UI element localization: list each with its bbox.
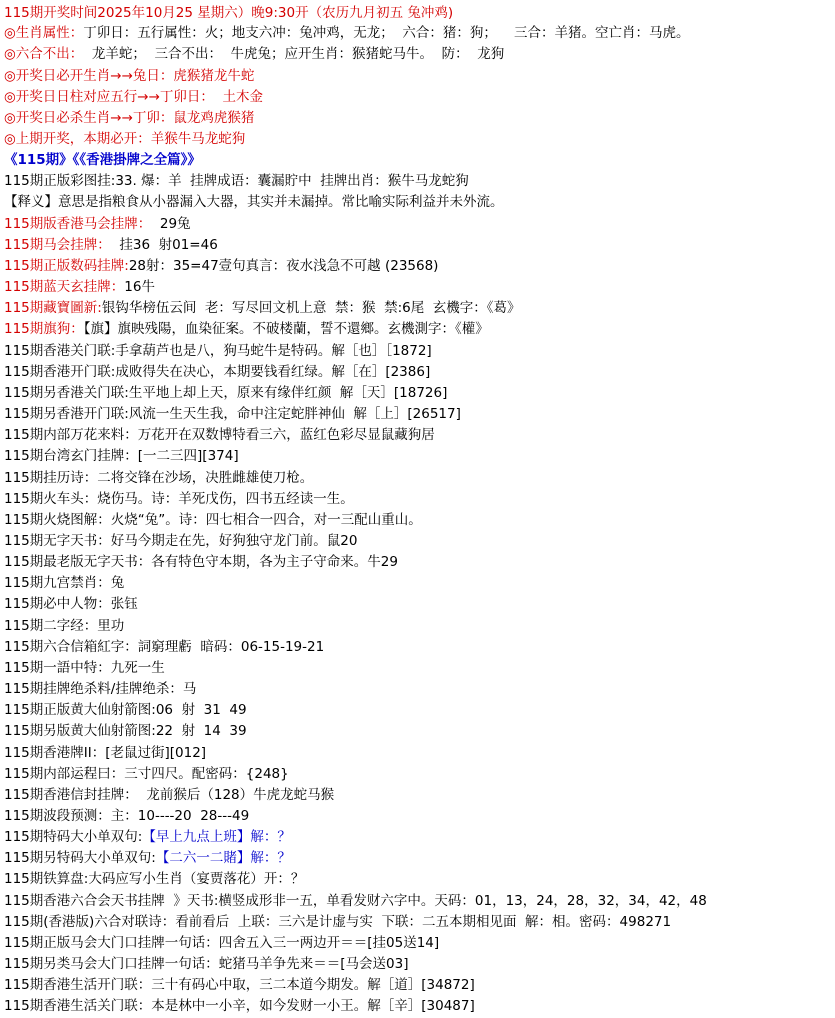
line-xianggangban-liuhe-duilianshi-seg-0: 115期(香港版)六合对联诗：看前看后 上联：三六是计虚与实 下联：二五本期相见面 解：相。密码：498271 <box>4 913 672 930</box>
line-shiyi <box>0 192 835 213</box>
line-kaijiang-bisha <box>0 108 835 129</box>
line-mahui-guapai-seg-1: 挂36 射01=46 <box>110 236 218 253</box>
line-xianggang-guanmenlian-seg-0: 115期香港关门联:手拿葫芦也是八，狗马蛇牛是特码。解［也］［1872] <box>4 342 432 359</box>
line-xianggang-xinfeng-guapai-seg-0: 115期香港信封挂牌： 龙前猴后（128）牛虎龙蛇马猴 <box>4 786 335 803</box>
line-kaijiang-zhu-wuxing <box>0 87 835 108</box>
line-xianggang-pai-11 <box>0 743 835 764</box>
line-lingban-huangdaxian-shejiantu-seg-0: 115期另版黄大仙射箭图:22 射 14 39 <box>4 723 247 740</box>
line-temaxiao-danshuangju-seg-0: 115期特码大小单双句: <box>4 829 143 846</box>
line-title-115qi-seg-0: 《115期》《《香港掛牌之全篇》》 <box>4 152 201 169</box>
line-boduan-yuce <box>0 806 835 827</box>
line-shengxiao-attributes-seg-0: ◎生肖属性： <box>4 25 84 42</box>
line-kaijiang-zhu-wuxing-seg-0: ◎开奖日日柱对应五行→→丁卯日： 土木金 <box>4 88 263 105</box>
line-lingleima-damenkou-guapai-seg-0: 115期另类马会大门口挂牌一句话：蛇猪马羊争先来＝＝[马会送03] <box>4 956 409 973</box>
line-lingxianggang-guanmenlian <box>0 383 835 404</box>
line-taiwan-xuanmen-guapai <box>0 446 835 467</box>
line-lingleima-damenkou-guapai <box>0 954 835 975</box>
line-guabingshi <box>0 468 835 489</box>
content-lines <box>0 23 835 1017</box>
line-shiyi-seg-0: 【释义】意思是指粮食从小器漏入大器，其实并未漏掉。常比喻实际利益并未外流。 <box>4 194 504 211</box>
line-xianggang-shenghuo-guanmenlian-seg-0: 115期香港生活关门联：本是林中一小辛，如今发财一小王。解［辛］[30487] <box>4 998 475 1015</box>
line-temaxiao-danshuangju-seg-1: 【早上九点上班】解：？ <box>142 829 291 846</box>
line-lantian-xuan-guapai <box>0 277 835 298</box>
line-lantian-xuan-guapai-seg-0: 115期蓝天玄挂牌： <box>4 279 125 296</box>
line-temaxiao-danshuangju <box>0 827 835 848</box>
line-bizhongrenshu-seg-0: 115期必中人物：张钰 <box>4 596 138 613</box>
line-xianggang-liuhe-tianshu-guapai-seg-0: 115期香港六合会天书挂牌 》天书:横竖成形非一五，单看发财六字中。天码：01，13，24，28，32，34，42，48 <box>4 892 707 909</box>
line-tiesuanpan-seg-0: 115期铁算盘:大码应写小生肖（宴贾落花）开：？ <box>4 871 305 888</box>
line-bizhongrenshu <box>0 594 835 615</box>
line-neibu-wanhualaiji <box>0 425 835 446</box>
line-zhengban-caitu <box>0 171 835 192</box>
line-kaijiang-bisha-seg-0: ◎开奖日必杀生肖→→丁卯：鼠龙鸡虎猴猪 <box>4 109 255 126</box>
line-lingban-huangdaxian-shejiantu <box>0 721 835 742</box>
line-erzijing <box>0 616 835 637</box>
line-wuzitianshu-seg-0: 115期无字天书：好马今期走在先，好狗独守龙门前。鼠20 <box>4 532 358 549</box>
line-zhengban-shuma-guapai <box>0 256 835 277</box>
line-liuhe-buchu <box>0 44 835 65</box>
line-tiesuanpan <box>0 869 835 890</box>
line-liuhe-buchu-seg-0: ◎六合不出： <box>4 46 84 63</box>
line-xianggang-guapai-seg-1: 29兔 <box>159 215 191 232</box>
line-zuilaoban-wuzitianshu-seg-0: 115期最老版无字天书：各有特色守本期，各为主子守命来。牛29 <box>4 554 398 571</box>
line-xianggang-shenghuo-kaimenlian <box>0 975 835 996</box>
line-title-115qi <box>0 150 835 171</box>
line-xianggangban-liuhe-duilianshi <box>0 912 835 933</box>
line-neibu-wanhualaiji-seg-0: 115期内部万花来料：万花开在双数博特看三六，蓝红色彩尽显鼠藏狗居 <box>4 427 435 444</box>
line-qitougou-seg-0: 115期旗狗： <box>4 321 84 338</box>
line-zhengban-huangdaxian-shejiantu <box>0 700 835 721</box>
line-mahui-guapai <box>0 235 835 256</box>
line-guapai-juesha-liao <box>0 679 835 700</box>
line-erzijing-seg-0: 115期二字经：里功 <box>4 617 125 634</box>
line-jiugongjinxiao <box>0 573 835 594</box>
line-jiugongjinxiao-seg-0: 115期九宫禁肖：兔 <box>4 575 125 592</box>
line-zhengban-huangdaxian-shejiantu-seg-0: 115期正版黄大仙射箭图:06 射 31 49 <box>4 702 247 719</box>
line-cangbao-tuxin-seg-0: 115期藏寶圖新: <box>4 300 102 317</box>
line-xianggang-guanmenlian <box>0 341 835 362</box>
line-ling-temaxiao-danshuangju-seg-0: 115期另特码大小单双句: <box>4 850 156 867</box>
draw-header: 115期开奖时间2025年10月25 星期六）晚9:30开（农历九月初五 兔冲鸡) <box>4 5 454 21</box>
line-huochetou-seg-0: 115期火车头：烧伤马。诗：羊死戊伤，四书五经读一生。 <box>4 490 354 507</box>
line-ling-temaxiao-danshuangju <box>0 848 835 869</box>
line-liuhe-xinxiang-hongzi <box>0 637 835 658</box>
line-liuhe-buchu-seg-1: 龙羊蛇； 三合不出： 牛虎兔；应开生肖：猴猪蛇马牛。 防： 龙狗 <box>83 46 505 63</box>
line-shengxiao-attributes <box>0 23 835 44</box>
line-shangqi-kaijiang <box>0 129 835 150</box>
line-neibu-yuncheng <box>0 764 835 785</box>
line-lingxianggang-kaimenlian-seg-0: 115期另香港开门联:风流一生天生我，命中注定蛇胖神仙 解［上］[26517] <box>4 406 461 423</box>
line-guabingshi-seg-0: 115期挂历诗：二将交锋在沙场，决胜雌雄使刀枪。 <box>4 469 314 486</box>
line-zhengban-mahui-damenkou-guapai <box>0 933 835 954</box>
line-xianggang-shenghuo-kaimenlian-seg-0: 115期香港生活开门联：三十有码心中取，三二本道今期发。解［道］[34872] <box>4 977 475 994</box>
line-kaijiang-bichu <box>0 66 835 87</box>
line-xianggang-liuhe-tianshu-guapai <box>0 891 835 912</box>
line-huochetou <box>0 489 835 510</box>
line-wuzitianshu <box>0 531 835 552</box>
line-lingxianggang-guanmenlian-seg-0: 115期另香港关门联:生平地上却上天，原来有缘伴红颜 解［天］[18726] <box>4 384 448 401</box>
line-qitougou-seg-1: 【旗】旗映残陽，血染征案。不破楼蘭，誓不還鄉。玄機測字：《權》 <box>83 321 489 338</box>
line-xianggang-kaimenlian-seg-0: 115期香港开门联:成败得失在决心，本期要钱看红绿。解［在］[2386] <box>4 363 431 380</box>
line-yiyuzhongte <box>0 658 835 679</box>
line-xianggang-guapai-seg-0: 115期版香港马会挂牌： <box>4 215 160 232</box>
line-huoshaotujie <box>0 510 835 531</box>
line-neibu-yuncheng-seg-0: 115期内部运程曰：三寸四尺。配密码：{248} <box>4 765 289 782</box>
line-taiwan-xuanmen-guapai-seg-0: 115期台湾玄门挂牌：[一二三四][374] <box>4 448 239 465</box>
line-qitougou <box>0 319 835 340</box>
line-xianggang-pai-11-seg-0: 115期香港牌II：[老鼠过街][012] <box>4 744 207 761</box>
line-shangqi-kaijiang-seg-0: ◎上期开奖，本期必开：羊猴牛马龙蛇狗 <box>4 131 246 147</box>
line-zuilaoban-wuzitianshu <box>0 552 835 573</box>
line-mahui-guapai-seg-0: 115期马会挂牌： <box>4 236 111 253</box>
line-kaijiang-bichu-seg-0: ◎开奖日必开生肖→→兔日：虎猴猪龙牛蛇 <box>4 67 255 84</box>
line-xianggang-xinfeng-guapai <box>0 785 835 806</box>
line-xianggang-kaimenlian <box>0 362 835 383</box>
line-zhengban-mahui-damenkou-guapai-seg-0: 115期正版马会大门口挂牌一句话：四舍五入三一两边开＝＝[挂05送14] <box>4 934 440 951</box>
line-lantian-xuan-guapai-seg-1: 16牛 <box>124 279 155 296</box>
line-zhengban-caitu-seg-0: 115期正版彩图挂:33. 爆：羊 挂牌成语：囊漏貯中 挂牌出肖：猴牛马龙蛇狗 <box>4 173 469 190</box>
line-cangbao-tuxin-seg-1: 银钩华榜伍云间 老：写尽回文机上意 禁：猴 禁:6尾 玄機字：《葛》 <box>101 300 521 317</box>
line-liuhe-xinxiang-hongzi-seg-0: 115期六合信箱紅字：詞窮理虧 暗码：06-15-19-21 <box>4 638 325 655</box>
line-boduan-yuce-seg-0: 115期波段预测：主：10----20 28---49 <box>4 808 250 824</box>
line-yiyuzhongte-seg-0: 115期一語中特：九死一生 <box>4 659 165 676</box>
line-ling-temaxiao-danshuangju-seg-1: 【二六一二賭】解：？ <box>155 850 291 867</box>
line-zhengban-shuma-guapai-seg-1: 28射：35=47壹句真言：夜水浅急不可越 (23568) <box>128 257 439 274</box>
line-xianggang-shenghuo-guanmenlian <box>0 996 835 1017</box>
line-cangbao-tuxin <box>0 298 835 319</box>
line-lingxianggang-kaimenlian <box>0 404 835 425</box>
line-xianggang-guapai <box>0 214 835 235</box>
line-shengxiao-attributes-seg-1: 丁卯日：五行属性：火；地支六冲：兔冲鸡，无龙； 六合：猪：狗； 三合：羊猪。空亡肖：马虎。 <box>83 25 690 42</box>
line-huoshaotujie-seg-0: 115期火烧图解：火烧“兔”。诗：四七相合一四合，对一三配山重山。 <box>4 511 422 528</box>
line-guapai-juesha-liao-seg-0: 115期挂牌绝杀料/挂牌绝杀：马 <box>4 681 197 698</box>
line-zhengban-shuma-guapai-seg-0: 115期正版数码挂牌: <box>4 257 129 274</box>
